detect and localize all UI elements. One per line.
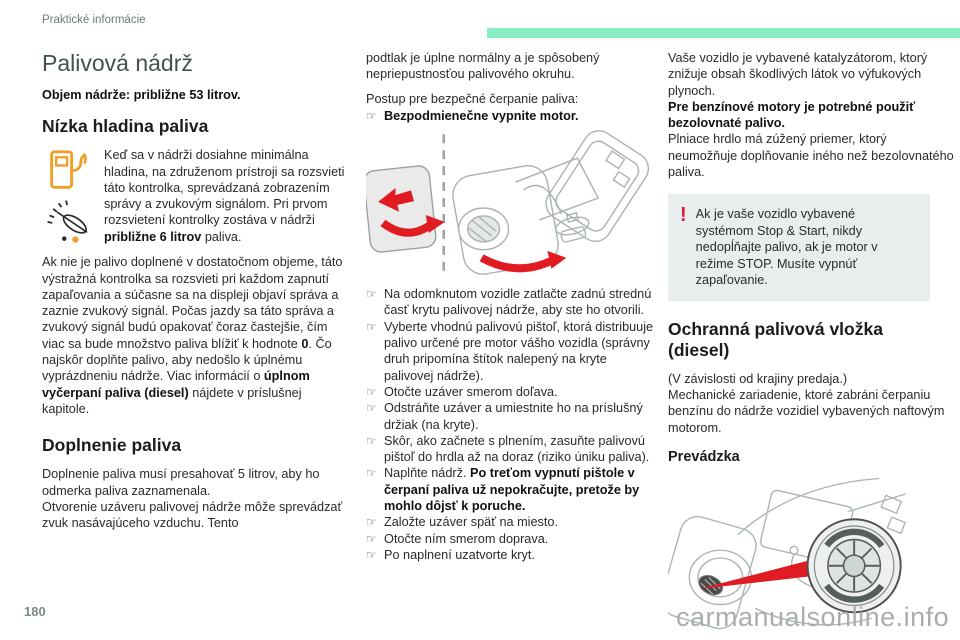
fuel-pump-icon — [48, 149, 88, 191]
fuel-flap-opening-illustration — [366, 130, 655, 282]
step-item: ☞ Na odomknutom vozidle zatlačte zadnú strednú časť krytu palivovej nádrže, aby ste ho otvorili. — [366, 287, 652, 318]
heading-operation: Prevádzka — [668, 449, 740, 466]
pointer-icon: ☞ — [366, 515, 377, 530]
pointer-icon: ☞ — [366, 108, 377, 123]
step-item: ☞ Naplňte nádrž. Po treťom vypnutí pištole v čerpaní paliva už nepokračujte, pretože by mohlo dôjsť k poruche. — [366, 466, 640, 514]
pointer-icon: ☞ — [366, 384, 377, 399]
pointer-icon: ☞ — [366, 319, 377, 334]
watermark: carmanualsonline.info — [676, 602, 950, 632]
pointer-icon: ☞ — [366, 401, 377, 416]
vacuum-paragraph: podtlak je úplne normálny a je spôsobený nepriepustnosťou palivového okruhu. — [366, 51, 600, 82]
heading-misfuel-insert: Ochranná palivová vložka (diesel) — [668, 318, 883, 360]
warning-text: Ak je vaše vozidlo vybavené systémom Stop & Start, nikdy nedopĺňajte palivo, ak je motor v režime STOP. Musíte vypnúť zapaľovanie. — [695, 207, 878, 288]
step-item: ☞ Vyberte vhodnú palivovú pištoľ, ktorá distribuuje palivo určené pre motor vášho vozidla (správny druh pripomína štítok nalepený na kryte palivovej nádrže). — [366, 319, 654, 383]
step-item: ☞ Otočte uzáver smerom doľava. — [366, 384, 558, 399]
accent-bar — [487, 28, 960, 38]
pointer-icon: ☞ — [366, 531, 377, 546]
step-item: ☞ Založte uzáver späť na miesto. — [366, 515, 559, 530]
step-item: ☞ Otočte ním smerom doprava. — [366, 531, 549, 546]
page-title: Palivová nádrž — [42, 50, 193, 76]
column-3 — [668, 50, 954, 640]
heading-low-fuel: Nízka hladina paliva — [42, 116, 209, 137]
catalytic-paragraph: Vaše vozidlo je vybavené katalyzátorom, ktorý znižuje obsah škodlivých látok vo výfukových plynoch. Pre benzínové motory je potrebné použiť bezolovnaté palivo. Plniace hrdlo má zúžený priemer, ktorý neumožňuje doplňovanie iného než bezolovnatého paliva. — [668, 51, 954, 180]
red-curved-arrow-icon — [482, 258, 554, 268]
column-2 — [366, 50, 655, 563]
low-fuel-icon-block — [42, 147, 346, 245]
step-item: ☞ Skôr, ako začnete s plnením, zasuňte palivovú pištoľ do hrdla až na doraz (riziko úniku paliva). — [366, 433, 650, 465]
low-fuel-paragraph-2: Ak nie je palivo doplnené v dostatočnom objeme, táto výstražná kontrolka sa rozsvieti pri každom zapnutí zapaľovania a súčasne sa na displeji objaví správa a zaznie zvukový signál. Počas jazdy sa táto správa a zvukový signál budú opakovať čoraz častejšie, čím viac sa bude množstvo paliva blížiť k hodnote 0. Čo najskôr doplňte palivo, aby nedošlo k úplnému vyprázdneniu nádrže. Viac informácií o úplnom vyčerpaní paliva (diesel) nájdete v príslušnej kapitole. — [42, 255, 343, 416]
heading-refuelling: Doplnenie paliva — [42, 435, 182, 456]
step-item: ☞ Po naplnení uzatvorte kryt. — [366, 547, 535, 562]
pointer-icon: ☞ — [366, 433, 377, 448]
stop-start-warning-box — [668, 194, 930, 301]
step-item: ☞ Odstráňte uzáver a umiestnite ho na príslušný držiak (na kryte). — [366, 401, 643, 432]
misfuel-flap-detail — [808, 519, 901, 612]
pointer-icon: ☞ — [366, 287, 377, 302]
step-switch-off-engine: ☞ Bezpodmienečne vypnite motor. — [366, 108, 579, 123]
refuelling-paragraph: Doplnenie paliva musí presahovať 5 litrov, aby ho odmerka paliva zaznamenala. Otvorenie uzáveru palivovej nádrže môže sprevádzať zvuk nasávajúceho vzduchu. Tento — [42, 467, 343, 531]
refuelling-steps-list — [366, 286, 655, 563]
warning-exclamation-icon: ! — [680, 204, 687, 227]
pointer-icon: ☞ — [366, 466, 377, 481]
pointer-icon: ☞ — [366, 547, 377, 562]
tank-capacity: Objem nádrže: približne 53 litrov. — [42, 88, 241, 102]
breadcrumb: Praktické informácie — [42, 14, 146, 26]
misfuel-insert-paragraph: (V závislosti od krajiny predaja.) Mechanické zariadenie, ktoré zabráni čerpaniu benzínu do nádrže vozidiel vybavených naftovým motorom. — [668, 371, 945, 435]
procedure-intro: Postup pre bezpečné čerpanie paliva: — [366, 91, 579, 106]
column-1 — [42, 50, 346, 539]
page-number: 180 — [24, 604, 46, 619]
low-fuel-paragraph: Keď sa v nádrži dosiahne minimálna hladina, na združenom prístroji sa rozsvieti táto kontrolka, sprevádzaná zobrazením správy a zvukovým signálom. Pri prvom rozsvietení kontrolky zostáva v nádrži približne 6 litrov paliva. — [104, 148, 345, 244]
fuel-gauge-needle-icon — [42, 197, 94, 245]
